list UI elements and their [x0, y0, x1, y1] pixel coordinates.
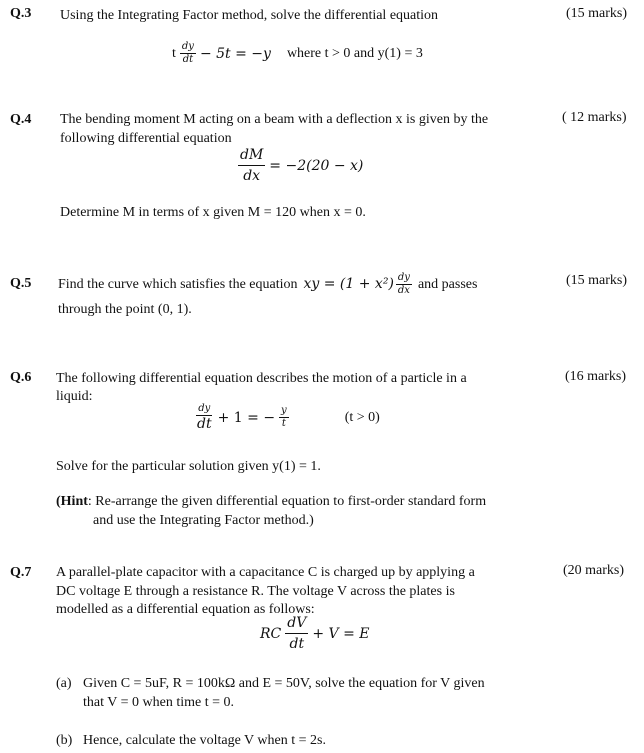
q4-eq-dx: dx: [243, 168, 261, 184]
q5-line1: [58, 273, 477, 296]
q5-text-line1a: Find the curve which satisfies the equation: [58, 277, 298, 292]
q7-part-a-label: (a): [56, 676, 72, 691]
q6-eq-condition: (t > 0): [344, 409, 380, 425]
q5-text-line2: through the point (0, 1).: [58, 302, 192, 317]
q7-eq-dt: dt: [289, 636, 305, 652]
q4-number: Q.4: [10, 112, 32, 127]
q7-text-line2: DC voltage E through a resistance R. The voltage V across the plates is: [56, 584, 455, 599]
q7-eq-fraction: [285, 616, 308, 651]
q5-text-line1b: and passes: [417, 277, 478, 292]
q5-number: Q.5: [10, 276, 32, 291]
q7-text-line1: A parallel-plate capacitor with a capacitance C is charged up by applying a: [56, 565, 475, 580]
q3-eq-fraction: [180, 42, 196, 65]
q5-marks: (15 marks): [566, 273, 628, 288]
q6-number: Q.6: [10, 370, 32, 385]
q7-eq-rc: RC: [260, 625, 282, 642]
q3-marks: (15 marks): [566, 6, 628, 21]
q4-text-line2: following differential equation: [60, 131, 232, 146]
q7-text-line3: modelled as a differential equation as follows:: [56, 602, 315, 617]
q6-eq-fraction-left: [195, 404, 214, 431]
q6-eq-fraction-right: [279, 406, 289, 429]
q6-hint-label: (Hint: [56, 494, 88, 509]
q4-eq-dM: dM: [238, 148, 265, 166]
q6-hint-line1: [56, 492, 486, 511]
q6-eq-t: t: [281, 418, 286, 429]
q6-eq-dt: dt: [197, 416, 212, 432]
q7-part-a-line2: that V = 0 when time t = 0.: [83, 695, 234, 710]
q3-eq-dt: dt: [182, 54, 194, 65]
q6-eq-mid: + 1 = −: [217, 409, 276, 426]
q6-hint-text: : Re-arrange the given differential equation to first-order standard form: [87, 494, 487, 509]
q5-eq-dx: dx: [397, 285, 410, 296]
q7-eq-dV: dV: [285, 616, 308, 634]
q3-eq-t: t: [172, 45, 176, 61]
q3-text: Using the Integrating Factor method, solve the differential equation: [60, 8, 439, 23]
q6-eq-y: y: [281, 405, 287, 416]
q4-marks: ( 12 marks): [562, 110, 627, 125]
q5-eq-main: xy = (1 + x²): [303, 276, 394, 292]
q6-equation: [195, 404, 380, 431]
q3-eq-dy: dy: [181, 41, 194, 52]
q6-text-line2: liquid:: [56, 389, 93, 404]
q7-part-b-text: Hence, calculate the voltage V when t = 2s.: [83, 733, 326, 748]
q6-hint-line2: and use the Integrating Factor method.): [93, 513, 314, 528]
q6-eq-dy: dy: [198, 403, 211, 414]
q3-eq-where: where t > 0 and y(1) = 3: [286, 45, 423, 61]
q4-text-line3: Determine M in terms of x given M = 120 when x = 0.: [60, 205, 366, 220]
q5-eq-fraction: [396, 273, 412, 296]
q4-text-line1: The bending moment M acting on a beam with a deflection x is given by the: [60, 112, 489, 127]
q7-number: Q.7: [10, 565, 32, 580]
q4-equation: [238, 148, 363, 183]
q6-marks: (16 marks): [565, 369, 627, 384]
q5-eq-dy: dy: [397, 272, 410, 283]
q4-eq-rest: = −2(20 − x): [269, 157, 364, 174]
q6-text-line1: The following differential equation describes the motion of a particle in a: [56, 371, 467, 386]
q6-text-line3: Solve for the particular solution given y(1) = 1.: [56, 459, 321, 474]
q3-equation: [172, 42, 423, 65]
q7-marks: (20 marks): [563, 563, 625, 578]
q7-part-a-line1: Given C = 5uF, R = 100kΩ and E = 50V, solve the equation for V given: [83, 676, 485, 691]
q7-equation: [260, 616, 370, 651]
q7-eq-rest: + V = E: [312, 625, 370, 642]
q3-number: Q.3: [10, 6, 32, 21]
q7-part-b-label: (b): [56, 733, 73, 748]
q4-eq-fraction: [238, 148, 265, 183]
q3-eq-rest: − 5t = −y: [199, 45, 271, 62]
